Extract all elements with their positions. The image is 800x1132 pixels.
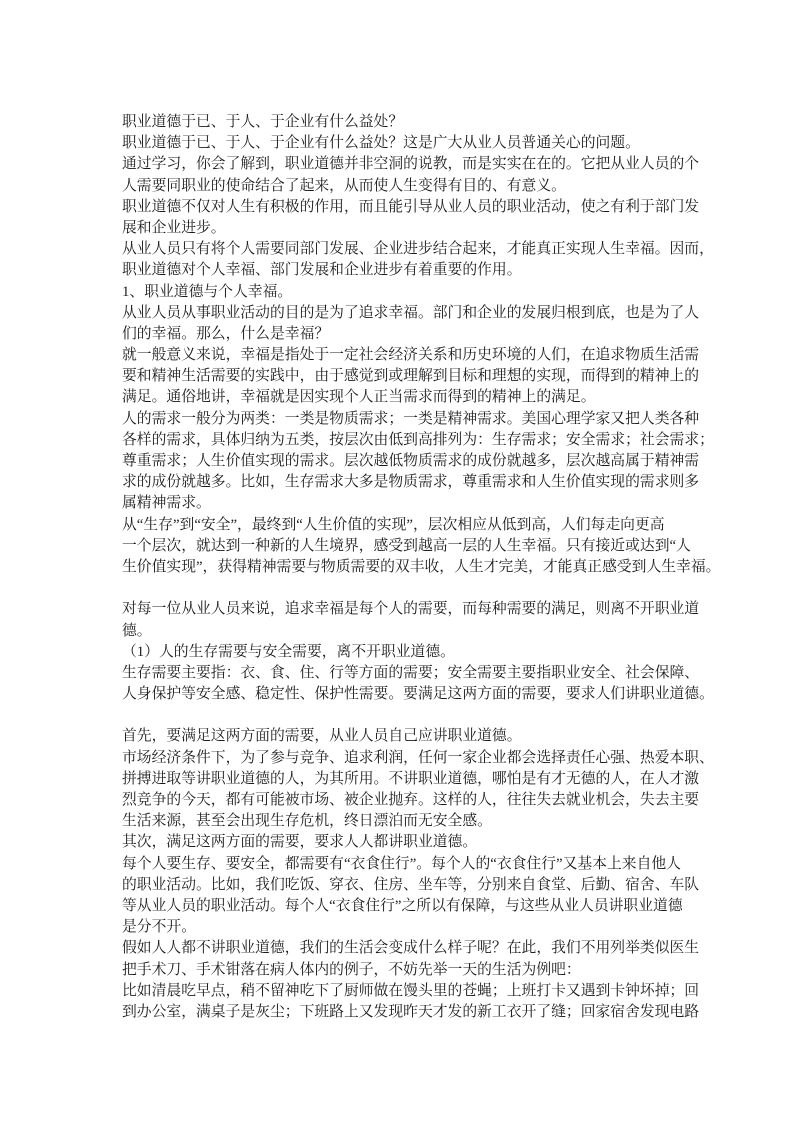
text-line: 假如人人都不讲职业道德，我们的生活会变成什么样子呢？在此，我们不用列举类似医生	[122, 940, 700, 957]
blank-line	[122, 705, 707, 726]
text-line: 尊重需求；人生价值实现的需求。层次越低物质需求的成份就越多，层次越高属于精神需	[122, 453, 700, 469]
text-line: 职业道德对个人幸福、部门发展和企业进步有着重要的作用。	[122, 262, 522, 279]
text-line: 人身保护等安全感、稳定性、保护性需要。要满足这两方面的需要，要求人们讲职业道德。	[122, 686, 714, 703]
text-line: 1、职业道德与个人幸福。	[122, 283, 293, 300]
text-line: 职业道德于已、于人、于企业有什么益处？这是广大从业人员普通关心的问题。	[122, 135, 640, 152]
text-line: 就一般意义来说，幸福是指处于一定社会经济关系和历史环境的人们，在追求物质生活需	[122, 347, 700, 364]
text-line: 等从业人员的职业活动。每个人“衣食住行”之所以有保障，与这些从业人员讲职业道德	[122, 897, 683, 914]
text-line: 通过学习，你会了解到，职业道德并非空洞的说教，而是实实在在的。它把从业人员的个	[122, 156, 700, 173]
text-line: 属精神需求。	[122, 495, 211, 512]
text-line: 到办公室，满桌子是灰尘；下班路上又发现昨天才发的新工衣开了缝；回家宿舍发现电路	[122, 1003, 700, 1020]
text-line: 每个人要生存、要安全，都需要有“衣食住行”。每个人的“衣食住行”又基本上来自他人	[122, 855, 681, 872]
text-line: 从“生存”到“安全”，最终到“人生价值的实现”，层次相应从低到高，人们每走向更高	[122, 516, 665, 533]
text-line: 各样的需求，具体归纳为五类，按层次由低到高排列为：生存需求；安全需求；社会需求；	[122, 431, 714, 448]
text-line: 满足。通俗地讲，幸福就是因实现个人正当需求而得到的精神上的满足。	[122, 389, 596, 406]
text-line: 市场经济条件下，为了参与竞争、追求利润，任何一家企业都会选择责任心强、热爱本职、	[122, 749, 714, 766]
text-line: 生价值实现”，获得精神需要与物质需要的双丰收，人生才完美，才能真正感受到人生幸福。	[122, 558, 721, 575]
text-line: 生活来源，甚至会出现生存危机，终日漂泊而无安全感。	[122, 813, 492, 830]
text-line: 比如清晨吃早点，稍不留神吃下了厨师做在馒头里的苍蝇；上班打卡又遇到卡钟坏掉；回	[122, 982, 700, 999]
text-line: 职业道德不仅对人生有积极的作用，而且能引导从业人员的职业活动，使之有利于部门发	[122, 198, 700, 215]
text-line: 要和精神生活需要的实践中，由于感觉到或理解到目标和理想的实现，而得到的精神上的	[122, 368, 700, 385]
text-line: 首先，要满足这两方面的需要，从业人员自己应讲职业道德。	[122, 728, 522, 745]
text-line: 是分不开。	[122, 919, 196, 936]
text-line: 生存需要主要指：衣、食、住、行等方面的需要；安全需要主要指职业安全、社会保障、	[122, 664, 700, 681]
text-line: 职业道德于已、于人、于企业有什么益处？	[122, 114, 404, 130]
document-text-block	[122, 112, 721, 1023]
text-line: 人的需求一般分为两类：一类是物质需求；一类是精神需求。美国心理学家又把人类各种	[122, 410, 700, 427]
text-line: 烈竞争的今天，都有可能被市场、被企业抛弃。这样的人，往往失去就业机会，失去主要	[122, 792, 700, 808]
text-line: 拼搏进取等讲职业道德的人，为其所用。不讲职业道德，哪怕是有才无德的人，在人才激	[122, 770, 700, 787]
text-line: 展和企业进步。	[122, 219, 226, 236]
text-line: 从业人员只有将个人需要同部门发展、企业进步结合起来，才能真正实现人生幸福。因而，	[122, 241, 714, 258]
text-line: 一个层次，就达到一种新的人生境界，感受到越高一层的人生幸福。只有接近或达到“人	[122, 537, 691, 554]
blank-line	[122, 578, 707, 599]
text-line: 对每一位从业人员来说，追求幸福是每个人的需要，而每种需要的满足，则离不开职业道	[122, 601, 700, 618]
text-line: 们的幸福。那么，什么是幸福？	[122, 325, 330, 342]
text-line: 德。	[122, 622, 152, 639]
text-line: （1）人的生存需要与安全需要，离不开职业道德。	[122, 643, 455, 660]
text-line: 从业人员从事职业活动的目的是为了追求幸福。部门和企业的发展归根到底，也是为了人	[122, 304, 700, 321]
text-line: 其次，满足这两方面的需要，要求人人都讲职业道德。	[122, 834, 478, 851]
text-line: 的职业活动。比如，我们吃饭、穿衣、住房、坐车等，分别来自食堂、后勤、宿舍、车队	[122, 876, 700, 893]
text-line: 人需要同职业的使命结合了起来，从而使人生变得有目的、有意义。	[122, 177, 566, 194]
text-line: 求的成份就越多。比如，生存需求大多是物质需求，尊重需求和人生价值实现的需求则多	[122, 474, 700, 491]
text-line: 把手术刀、手术钳落在病人体内的例子，不妨先举一天的生活为例吧：	[122, 961, 581, 978]
